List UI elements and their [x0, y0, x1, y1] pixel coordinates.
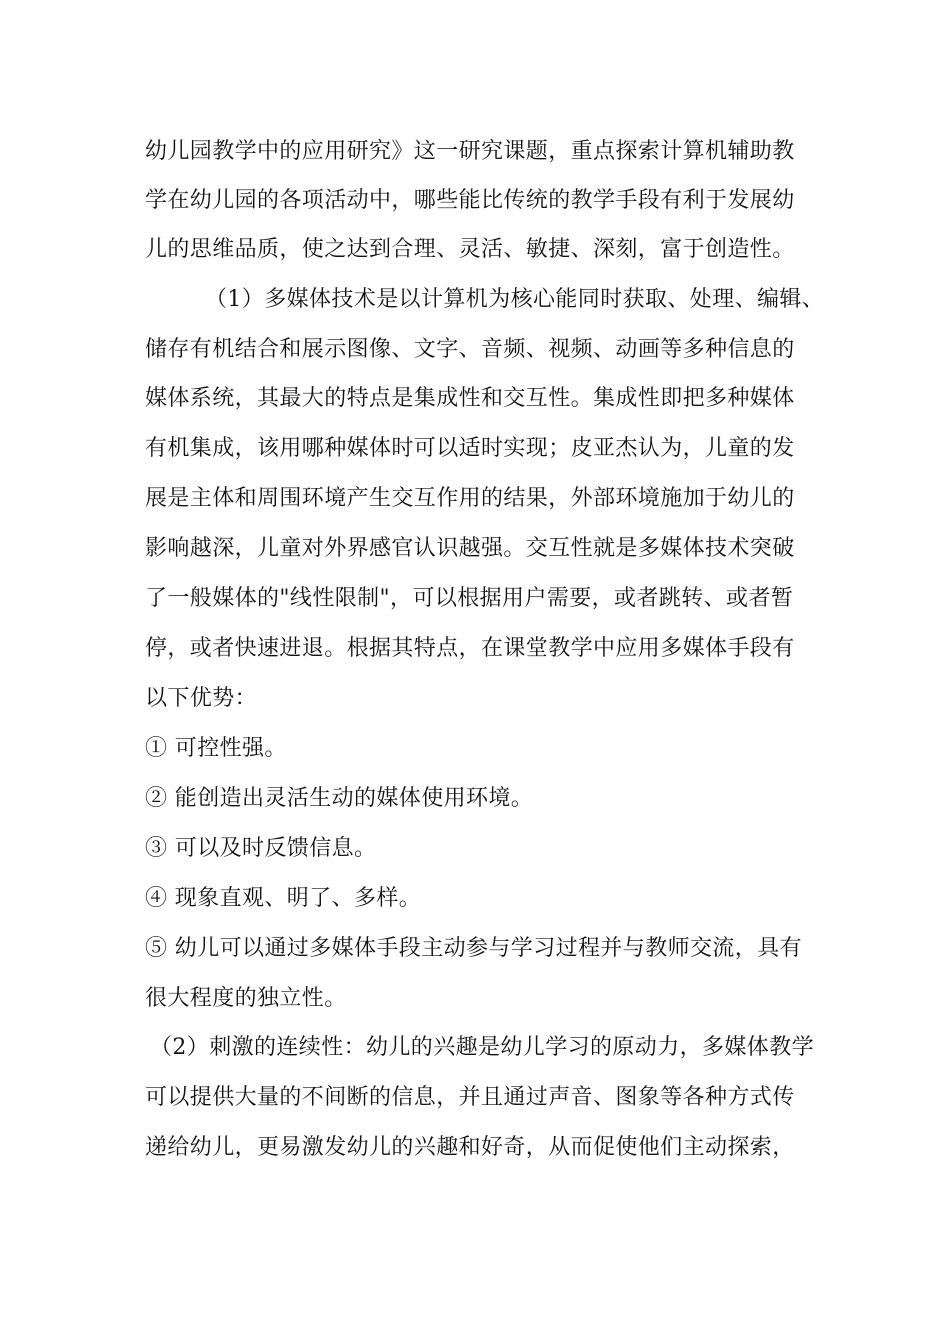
- text-line: 学在幼儿园的各项活动中，哪些能比传统的教学手段有利于发展幼: [145, 188, 795, 213]
- list-item: ⑤ 幼儿可以通过多媒体手段主动参与学习过程并与教师交流，具有: [145, 936, 802, 961]
- text-line: 储存有机结合和展示图像、文字、音频、视频、动画等多种信息的: [145, 337, 795, 362]
- text-line: 影响越深，儿童对外界感官认识越强。交互性就是多媒体技术突破: [145, 536, 795, 561]
- list-item: ② 能创造出灵活生动的媒体使用环境。: [145, 786, 534, 811]
- list-item: ④ 现象直观、明了、多样。: [145, 886, 422, 911]
- text-line: 可以提供大量的不间断的信息，并且通过声音、图象等各种方式传: [145, 1085, 795, 1110]
- list-item: ③ 可以及时反馈信息。: [145, 836, 377, 861]
- text-line: 很大程度的独立性。: [145, 986, 347, 1011]
- text-line: 有机集成，该用哪种媒体时可以适时实现；皮亚杰认为，儿童的发: [145, 436, 795, 461]
- text-line: 展是主体和周围环境产生交互作用的结果，外部环境施加于幼儿的: [145, 486, 795, 511]
- text-line: 以下优势：: [145, 686, 258, 711]
- paragraph-2-start: （2）刺激的连续性：幼儿的兴趣是幼儿学习的原动力，多媒体教学: [150, 1035, 814, 1060]
- text-line: 停，或者快速进退。根据其特点，在课堂教学中应用多媒体手段有: [145, 636, 795, 661]
- text-line: 了一般媒体的"线性限制"，可以根据用户需要，或者跳转、或者暂: [145, 586, 794, 611]
- paragraph-1-start: （1）多媒体技术是以计算机为核心能同时获取、处理、编辑、: [205, 287, 825, 312]
- text-line: 儿的思维品质，使之达到合理、灵活、敏捷、深刻，富于创造性。: [145, 237, 795, 262]
- text-line: 媒体系统，其最大的特点是集成性和交互性。集成性即把多种媒体: [145, 386, 795, 411]
- text-line: 幼儿园教学中的应用研究》这一研究课题，重点探索计算机辅助教: [145, 139, 795, 164]
- text-line: 递给幼儿，更易激发幼儿的兴趣和好奇，从而促使他们主动探索，: [145, 1135, 795, 1160]
- list-item: ① 可控性强。: [145, 736, 287, 761]
